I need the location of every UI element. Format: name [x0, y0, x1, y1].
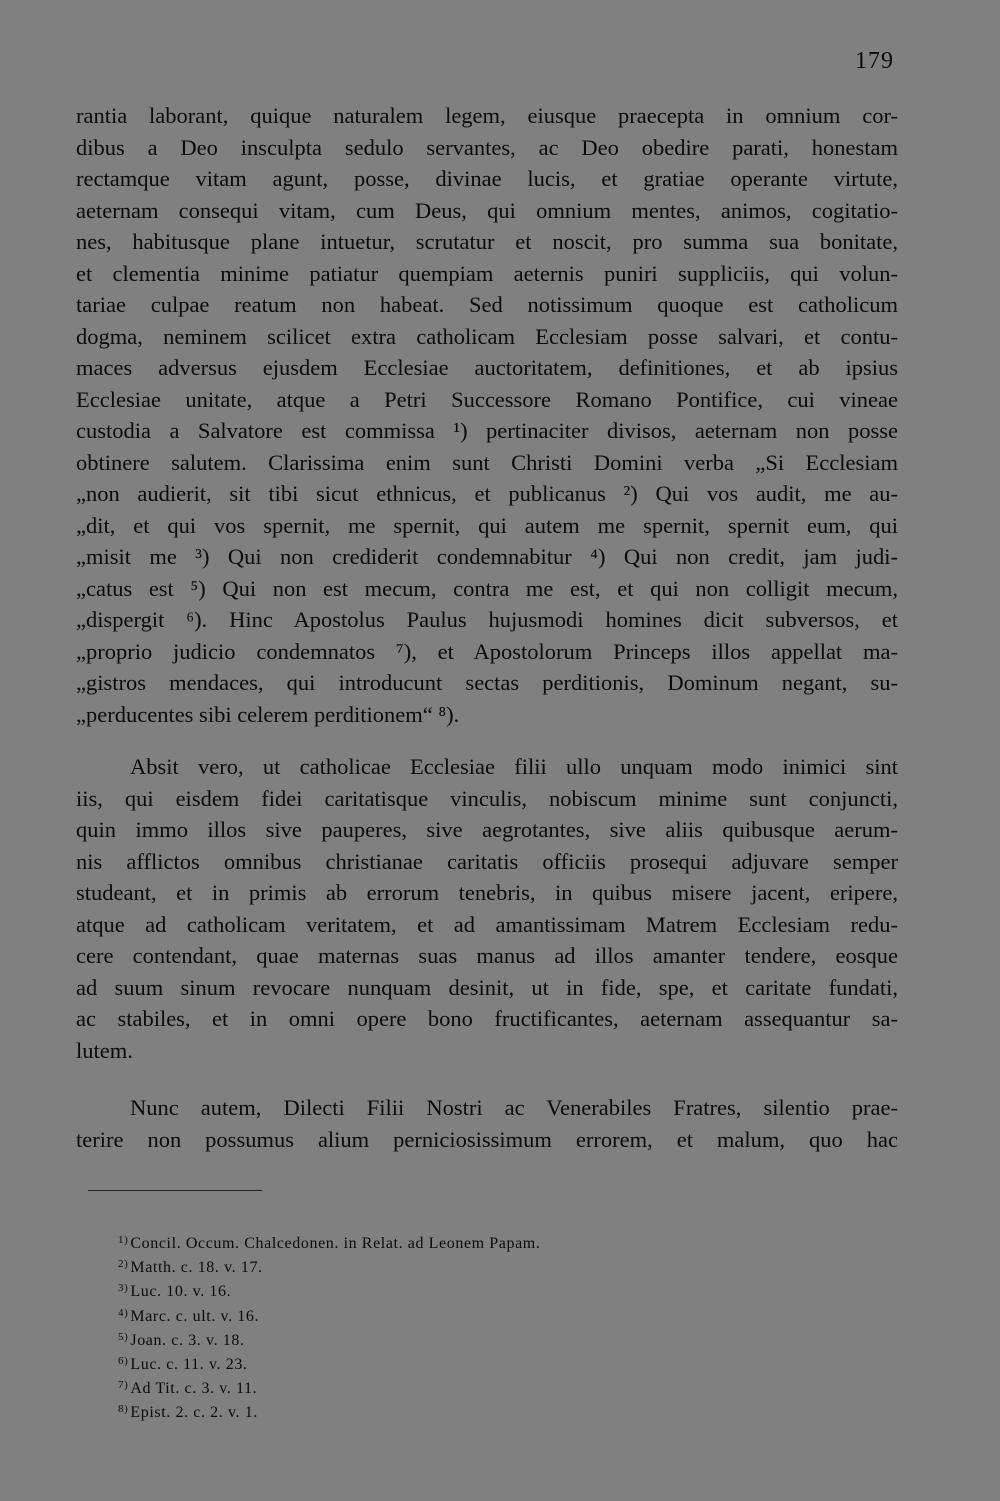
footnote [118, 1301, 540, 1325]
footnote-mark: 5) [118, 1330, 129, 1343]
body-text [76, 100, 898, 1155]
text-line: studeant, et in primis ab errorum tenebris, in quibus misere jacent, eripere, [76, 880, 898, 905]
text-line: „non audierit, sit tibi sicut ethnicus, et publicanus ²) Qui vos audit, me au- [76, 481, 898, 506]
text-line: lutem. [76, 1037, 133, 1063]
footnote [118, 1228, 540, 1252]
footnote-mark: 6) [118, 1354, 129, 1367]
text-line: atque ad catholicam veritatem, et ad amantissimam Matrem Ecclesiam redu- [76, 911, 898, 937]
footnote [118, 1349, 540, 1373]
text-line: „misit me ³) Qui non crediderit condemnabitur ⁴) Qui non credit, jam judi- [76, 544, 898, 569]
text-line: tariae culpae reatum non habeat. Sed notissimum quoque est catholicum [76, 292, 898, 317]
text-line: quin immo illos sive pauperes, sive aegrotantes, sive aliis quibusque aerum- [76, 817, 898, 842]
text-line: rantia laborant, quique naturalem legem, eiusque praecepta in omnium cor- [76, 103, 898, 128]
text-line: et clementia minime patiatur quempiam aeternis puniri suppliciis, qui volun- [76, 260, 898, 286]
footnote-text: Epist. 2. c. 2. v. 1. [130, 1404, 258, 1422]
text-line: nes, habitusque plane intuetur, scrutatur et noscit, pro summa sua bonitate, [76, 229, 898, 254]
text-line: dibus a Deo insculpta sedulo servantes, ac Deo obedire parati, honestam [76, 134, 898, 160]
footnote-mark: 2) [118, 1258, 129, 1271]
text-line: „gistros mendaces, qui introducunt sectas perditionis, Dominum negant, su- [76, 670, 898, 695]
footnotes [118, 1228, 540, 1422]
footnote [118, 1373, 540, 1397]
footnote-mark: 3) [118, 1282, 129, 1295]
text-line: iis, qui eisdem fidei caritatisque vinculis, nobiscum minime sunt conjuncti, [76, 785, 898, 811]
text-line: cere contendant, quae maternas suas manus ad illos amanter tendere, eosque [76, 943, 898, 968]
text-line: Absit vero, ut catholicae Ecclesiae filii ullo unquam modo inimici sint [130, 754, 898, 779]
footnote-text: Marc. c. ult. v. 16. [130, 1307, 260, 1325]
text-line: maces adversus ejusdem Ecclesiae auctoritatem, definitiones, et ab ipsius [76, 355, 898, 380]
footnote-divider [88, 1190, 262, 1191]
text-line: obtinere salutem. Clarissima enim sunt Christi Domini verba „Si Ecclesiam [76, 449, 898, 475]
text-line: custodia a Salvatore est commissa ¹) pertinaciter divisos, aeternam non posse [76, 418, 898, 443]
footnote-text: Luc. c. 11. v. 23. [130, 1355, 248, 1373]
text-line: aeternam consequi vitam, cum Deus, qui omnium mentes, animos, cogitatio- [76, 197, 898, 223]
text-line: „dit, et qui vos spernit, me spernit, qui autem me spernit, spernit eum, qui [76, 512, 898, 538]
footnote-mark: 7) [118, 1379, 129, 1392]
page-number: 179 [855, 48, 894, 74]
text-line: ad suum sinum revocare nunquam desinit, ut in fide, spe, et caritate fundati, [76, 974, 898, 1000]
text-line: „proprio judicio condemnatos ⁷), et Apostolorum Princeps illos appellat ma- [76, 638, 898, 664]
footnote-text: Matth. c. 18. v. 17. [130, 1259, 263, 1277]
text-line: nis afflictos omnibus christianae caritatis officiis prosequi adjuvare semper [76, 848, 898, 874]
footnote [118, 1276, 540, 1300]
footnote-mark: 4) [118, 1306, 129, 1319]
footnote [118, 1252, 540, 1276]
text-line: Ecclesiae unitate, atque a Petri Successore Romano Pontifice, cui vineae [76, 386, 898, 412]
footnote-mark: 8) [118, 1403, 129, 1416]
footnote [118, 1397, 540, 1421]
text-line: rectamque vitam agunt, posse, divinae lucis, et gratiae operante virtute, [76, 166, 898, 191]
footnote-text: Concil. Occum. Chalcedonen. in Relat. ad Leonem Papam. [130, 1235, 541, 1252]
text-line: „dispergit ⁶). Hinc Apostolus Paulus hujusmodi homines dicit subversos, et [76, 607, 898, 632]
text-line: „catus est ⁵) Qui non est mecum, contra me est, et qui non colligit mecum, [76, 575, 898, 601]
footnote-text: Ad Tit. c. 3. v. 11. [130, 1380, 258, 1398]
footnote-text: Luc. 10. v. 16. [130, 1283, 232, 1301]
text-line: dogma, neminem scilicet extra catholicam Ecclesiam posse salvari, et contu- [76, 323, 898, 349]
text-line: „perducentes sibi celerem perditionem“ ⁸). [76, 701, 460, 727]
text-line: ac stabiles, et in omni opere bono fructificantes, aeternam assequantur sa- [76, 1006, 898, 1031]
text-line: terire non possumus alium perniciosissimum errorem, et malum, quo hac [76, 1126, 898, 1152]
footnote-text: Joan. c. 3. v. 18. [130, 1331, 245, 1349]
text-line: Nunc autem, Dilecti Filii Nostri ac Venerabiles Fratres, silentio prae- [130, 1095, 898, 1120]
footnote-mark: 1) [118, 1234, 129, 1246]
footnote [118, 1325, 540, 1349]
